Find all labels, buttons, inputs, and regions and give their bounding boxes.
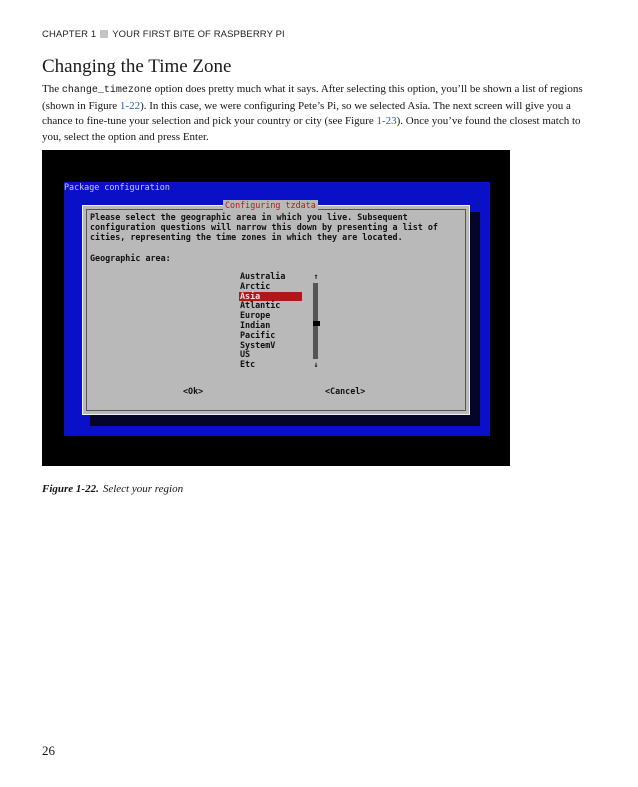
paragraph-text: option does pretty much what it says. After selecting this option, you’ll be shown a list of regions (shown in Figure: [42, 83, 583, 112]
paragraph-text: The: [42, 83, 62, 95]
region-item[interactable]: Etc: [240, 359, 256, 370]
geographic-area-label: Geographic area:: [90, 253, 171, 263]
paragraph-text: ). Once you’ve found the closest match to you, select the option and press Enter.: [42, 115, 581, 143]
region-item[interactable]: Australia: [240, 271, 286, 281]
region-item[interactable]: Pacific: [240, 329, 276, 340]
figure-caption: [42, 483, 183, 495]
figure-screenshot: [42, 150, 510, 466]
scroll-down-arrow-icon[interactable]: ↓: [313, 360, 319, 369]
region-item-selected[interactable]: Asia: [239, 292, 302, 302]
cancel-button[interactable]: <Cancel>: [325, 386, 366, 396]
paragraph-text: ). In this case, we were configuring Pete’s Pi, so we selected Asia. The next screen will give you a chance to fine-tune your selection and pick your country or city (see Figure: [42, 99, 571, 127]
region-list[interactable]: [239, 272, 305, 370]
tzdata-dialog: [82, 200, 470, 415]
ok-button[interactable]: <Ok>: [183, 386, 204, 396]
scrollbar-thumb[interactable]: [313, 321, 320, 326]
dialog-title: Configuring tzdata: [225, 200, 316, 210]
inline-code: change_timezone: [61, 85, 152, 96]
scroll-up-arrow-icon[interactable]: ↑: [313, 272, 319, 281]
region-item[interactable]: Arctic: [240, 280, 271, 291]
dialog-prompt: Please select the geographic area in which you live. Subsequent configuration questions will narrow this down by presenting a list of cities, representing the time zones in which they are located.: [90, 212, 438, 242]
running-header: [42, 29, 285, 40]
figure-caption-label: Figure 1-22.: [42, 483, 99, 495]
body-paragraph: [42, 82, 598, 145]
figure-reference-link[interactable]: 1-22: [119, 99, 141, 112]
chapter-label: CHAPTER 1: [42, 29, 97, 40]
separator-square-icon: [100, 30, 108, 38]
figure-caption-text: Select your region: [102, 483, 184, 495]
region-item[interactable]: US: [240, 349, 251, 360]
package-configuration-title: Package configuration: [64, 182, 170, 192]
section-title: Changing the Time Zone: [42, 56, 232, 77]
chapter-title: YOUR FIRST BITE OF RASPBERRY PI: [112, 29, 285, 40]
figure-reference-link[interactable]: 1-23: [376, 115, 397, 127]
region-item[interactable]: Europe: [240, 310, 271, 321]
region-item[interactable]: SystemV: [240, 339, 276, 350]
list-scrollbar[interactable]: [312, 272, 320, 370]
region-item[interactable]: Indian: [240, 319, 271, 330]
region-item[interactable]: Atlantic: [240, 300, 281, 311]
page-number: 26: [42, 743, 55, 758]
scrollbar-track[interactable]: [313, 283, 318, 359]
